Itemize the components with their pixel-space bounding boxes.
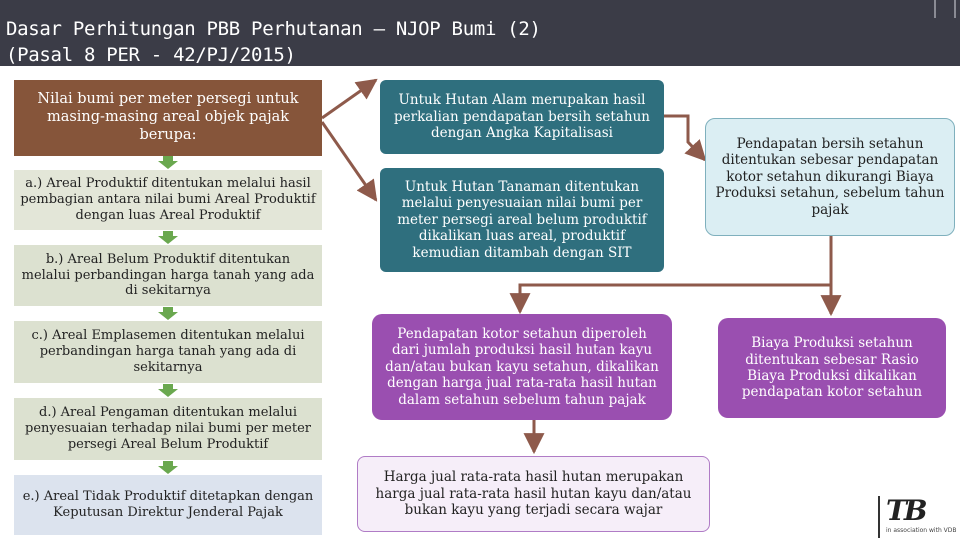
hutan-alam-text: Untuk Hutan Alam merupakan hasil perkalian pendapatan bersih setahun dengan Angka Kapitalisasi [394,92,650,142]
down-arrow-5 [158,461,178,474]
slide-title-line1: Dasar Perhitungan PBB Perhutanan – NJOP Bumi (2) [6,18,541,40]
harga-jual-box [357,456,710,532]
item-box-d [14,398,322,460]
biaya-produksi-text: Biaya Produksi setahun ditentukan sebesar Rasio Biaya Produksi dikalikan pendapatan kotor setahun [741,335,923,401]
logo-mark: TB [886,494,925,527]
down-arrow-2 [158,231,178,244]
hutan-tanaman-text: Untuk Hutan Tanaman ditentukan melalui penyesuaian nilai bumi per meter persegi areal belum produktif dikalikan luas areal, produktif kemudian ditambah dengan SIT [397,178,647,261]
company-logo [878,496,956,538]
item-text-d: d.) Areal Pengaman ditentukan melalui penyesuaian terhadap nilai bumi per meter persegi Areal Belum Produktif [25,405,311,452]
logo-tagline: in association with VDB [886,527,957,534]
item-text-a: a.) Areal Produktif ditentukan melalui hasil pembagian antara nilai bumi Areal Produktif dengan luas Areal Produktif [20,176,316,223]
connector-intro-to-hutan-alam [322,80,376,118]
item-text-b: b.) Areal Belum Produktif ditentukan melalui perbandingan harga tanah yang ada di sekitarnya [21,251,315,299]
connector-intro-to-hutan-tanaman [322,122,376,200]
biaya-produksi-box [718,318,946,418]
down-arrow-1 [158,156,178,169]
slide-title-line2: (Pasal 8 PER - 42/PJ/2015) [6,44,296,66]
item-box-a [14,170,322,230]
intro-box [14,80,322,156]
item-text-c: c.) Areal Emplasemen ditentukan melalui perbandingan harga tanah yang ada di sekitarnya [31,328,305,375]
harga-jual-text: Harga jual rata-rata hasil hutan merupakan harga jual rata-rata hasil hutan kayu dan/atau bukan kayu yang terjadi secara wajar [375,469,692,519]
item-box-e [14,475,322,535]
pendapatan-kotor-box [372,314,672,420]
hutan-alam-box [380,80,664,154]
pendapatan-bersih-text: Pendapatan bersih setahun ditentukan sebesar pendapatan kotor setahun dikurangi Biaya Produksi setahun, sebelum tahun pajak [715,135,945,218]
pendapatan-bersih-box [705,118,955,236]
hutan-tanaman-box [380,168,664,272]
down-arrow-4 [158,384,178,397]
item-box-c [14,321,322,383]
intro-text: Nilai bumi per meter persegi untuk masing-masing areal objek pajak berupa: [37,91,299,143]
pendapatan-kotor-text: Pendapatan kotor setahun diperoleh dari jumlah produksi hasil hutan kayu dan/atau bukan kayu setahun, dikalikan dengan harga jual rata-rata hasil hutan dalam setahun sebelum tahun pajak [385,325,659,408]
connector-hutan-alam-to-pendapatan-bersih [664,116,705,160]
down-arrow-3 [158,307,178,320]
item-text-e: e.) Areal Tidak Produktif ditetapkan dengan Keputusan Direktur Jenderal Pajak [22,489,314,520]
item-box-b [14,245,322,306]
